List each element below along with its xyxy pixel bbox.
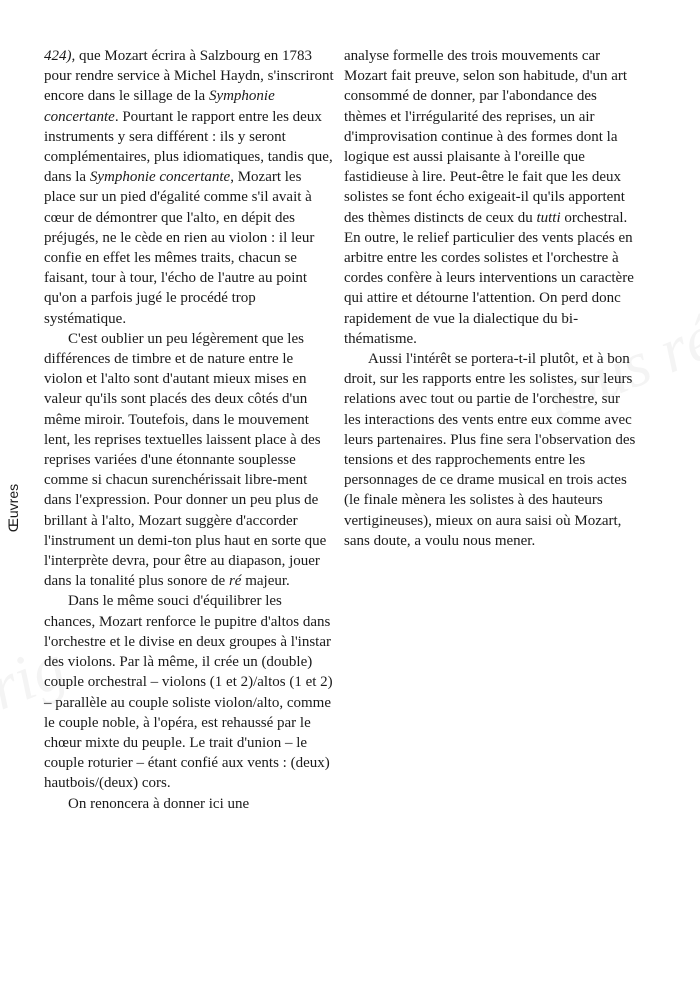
- right-paragraph-1: [344, 46, 636, 349]
- text-run: , Mozart les place sur un pied d'égalité comme s'il avait à cœur de démontrer que l'alto, en dépit des préjugés, ne le cède en rien au violon : il leur confie en effet les mêmes traits, chacun se faisant, tour à tour, l'écho de l'autre au point qu'on a parfois jugé le procédé trop systématique.: [44, 169, 315, 327]
- left-paragraph-3: Dans le même souci d'équilibrer les chances, Mozart renforce le pupitre d'altos dans l'orchestre et le divise en deux groupes à l'instar des violons. Par là même, il crée un (double) couple orchestral – violons (1 et 2)/altos (1 et 2) – parallèle au couple soliste violon/alto, comme le couple noble, à l'opéra, est rehaussé par le chœur mixte du peuple. Le trait d'union – le couple roturier – étant confié aux vents : (deux) hautbois/(deux) cors.: [44, 593, 333, 792]
- right-column: [344, 46, 636, 551]
- work-title: Symphonie concertante: [89, 169, 231, 186]
- left-column: [44, 46, 334, 814]
- side-label: [3, 468, 23, 548]
- term-tutti: tutti: [536, 209, 561, 226]
- text-run: que Mozart écrira à Salzbourg en 1783 pour rendre service à Michel Haydn, s'inscriront encore dans le sillage de la: [44, 48, 334, 105]
- text-run: orchestral. En outre, le relief particulier des vents placés en arbitre entre les cordes solistes et l'orchestre à cordes confère à leurs interventions un caractère qui attire et détourne l'attention. On perd donc rapidement de vue la dialectique du bi-thématisme.: [344, 209, 634, 347]
- left-paragraph-1: [44, 46, 334, 329]
- text-run: majeur.: [241, 573, 290, 590]
- left-paragraph-4: On renoncera à donner ici une: [68, 795, 250, 812]
- text-run: . Pourtant le rapport entre les deux instruments y sera différent : ils y seront complémentaires, plus idiomatiques, tandis que, dans la: [44, 108, 333, 186]
- catalogue-reference: 424),: [44, 48, 76, 64]
- key-name: ré: [228, 573, 242, 590]
- right-paragraph-2: Aussi l'intérêt se portera-t-il plutôt, et à bon droit, sur les rapports entre les solistes, sur leurs relations avec tout ou partie de l'orchestre, sur les interactions des vents entre eux comme avec leurs partenaires. Plus fine sera l'observation des tensions et des rapprochements entre les personnages de ce drame musical en trois actes (le finale mènera les solistes à des hauteurs vertigineuses), mieux on aura saisi où Mozart, sans doute, a voulu nous mener.: [344, 351, 636, 549]
- work-title: Symphonie concertante: [44, 88, 275, 125]
- side-label-text: Œuvres: [5, 483, 22, 533]
- left-paragraph-2: [44, 329, 334, 592]
- text-run: analyse formelle des trois mouvements car Mozart fait preuve, selon son habitude, d'un art consommé de donner, par l'abondance des thèmes et l'irrégularité des reprises, un air d'improvisation continue à des formes dont la logique est aussi plaisante à l'oreille que fastidieuse à lire. Peut-être le fait que les deux solistes se font écho exigeait-il qu'ils apportent des thèmes distincts de ceux du: [344, 48, 628, 226]
- text-run: C'est oublier un peu légèrement que les différences de timbre et de nature entre le violon et l'alto sont d'autant mieux mises en valeur qu'ils sont placés des deux côtés d'un même miroir. Toutefois, dans le mouvement lent, les reprises textuelles laissent place à des reprises variées d'une étonnante souplesse comme si chacun surenchérissait libre-ment dans l'expression. Pour donner un peu plus de brillant à l'alto, Mozart suggère d'accorder l'instrument un demi-ton plus haut en sorte que l'interprète devra, pour être au diapason, jouer dans la tonalité plus sonore de: [44, 330, 327, 590]
